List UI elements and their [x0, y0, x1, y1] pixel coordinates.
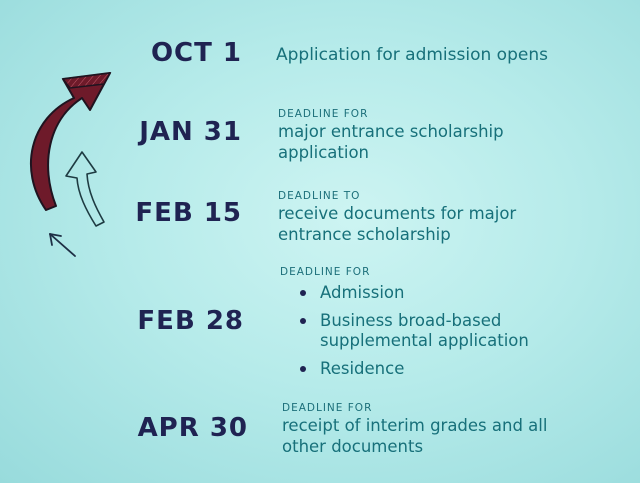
entry-feb-28 — [280, 266, 529, 387]
bullet-dot-icon — [300, 290, 306, 296]
thin-arrow-up-left-icon — [50, 234, 75, 256]
date-apr-30: APR 30 — [137, 413, 248, 443]
entry-line: entrance scholarship — [278, 225, 451, 244]
list-item — [280, 311, 529, 351]
list-item-text: Business broad-based — [320, 311, 502, 330]
list-item — [280, 359, 529, 379]
entry-oct-1 — [276, 45, 548, 66]
entry-line: other documents — [282, 437, 424, 456]
date-feb-15: FEB 15 — [135, 198, 242, 228]
list-item-text: supplemental application — [320, 331, 529, 350]
deadline-lead: DEADLINE FOR — [280, 266, 371, 278]
date-oct-1: OCT 1 — [150, 38, 242, 68]
entry-feb-15 — [278, 190, 516, 245]
bullet-dot-icon — [300, 366, 306, 372]
deadline-lead: DEADLINE FOR — [282, 402, 373, 414]
bullet-dot-icon — [300, 318, 306, 324]
list-item-text: Admission — [320, 283, 405, 302]
entry-jan-31 — [278, 108, 504, 163]
deadline-lead: DEADLINE TO — [278, 190, 361, 202]
bullet-list — [280, 283, 529, 379]
entry-apr-30 — [282, 402, 547, 457]
list-item — [280, 283, 529, 303]
entry-line: receive documents for major — [278, 204, 517, 223]
date-feb-28: FEB 28 — [137, 306, 244, 336]
entry-line: Application for admission opens — [276, 45, 548, 65]
entry-line: application — [278, 143, 370, 162]
list-item-text: Residence — [320, 359, 405, 378]
date-jan-31: JAN 31 — [139, 117, 242, 147]
deadline-lead: DEADLINE FOR — [278, 108, 369, 120]
entry-line: major entrance scholarship — [278, 122, 504, 141]
entry-line: receipt of interim grades and all — [282, 416, 548, 435]
